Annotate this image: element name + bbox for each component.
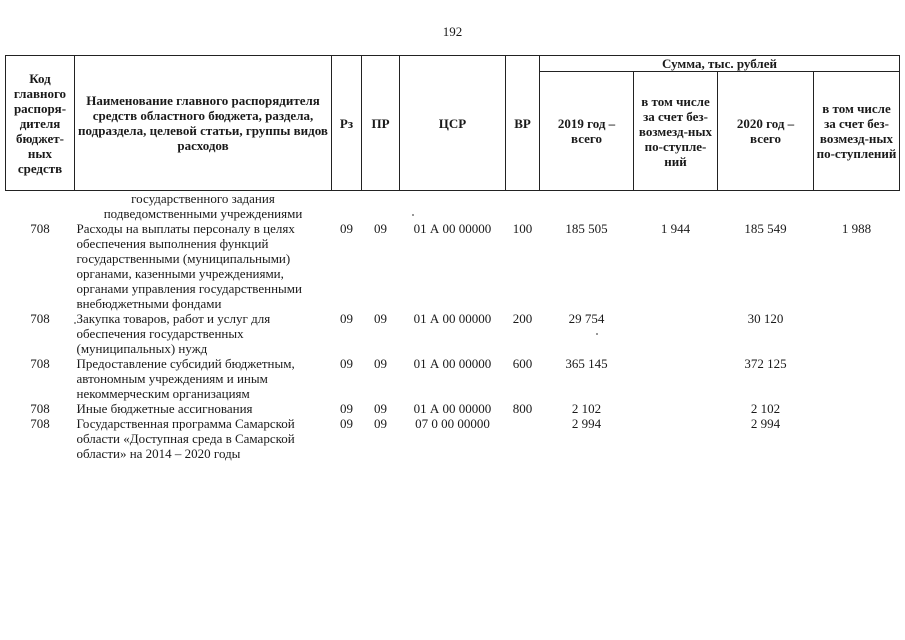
row-pr: 09 xyxy=(374,401,387,416)
table-row xyxy=(6,191,900,222)
row-vr: 100 xyxy=(512,221,533,236)
row-2019-free xyxy=(634,191,718,222)
row-2019-total: 2 102 xyxy=(571,401,602,416)
table-row xyxy=(6,401,900,416)
row-rz xyxy=(332,191,362,222)
row-2020-total: 2 102 xyxy=(750,401,781,416)
header-sum: Сумма, тыс. рублей xyxy=(540,56,900,72)
row-2019-free xyxy=(634,356,718,401)
header-name: Наименование главного распорядителя средств областного бюджета, раздела, подраздела, целевой статьи, группы видов расходов xyxy=(75,56,332,191)
row-name: Предоставление субсидий бюджетным, автономным учреждениям и иным некоммерческим организациям xyxy=(76,356,295,401)
row-pr: 09 xyxy=(374,416,387,431)
table-row xyxy=(6,356,900,401)
row-2020-total: 30 120 xyxy=(747,311,784,326)
row-rz: 09 xyxy=(340,356,353,371)
row-rz: 09 xyxy=(340,416,353,431)
row-code: 708 xyxy=(30,401,50,416)
row-csr: 01 А 00 00000 xyxy=(413,356,492,371)
row-2020-total: 185 549 xyxy=(744,221,787,236)
table-row xyxy=(6,311,900,356)
page-number: 192 xyxy=(442,24,463,39)
row-2019-total xyxy=(540,191,634,222)
row-2019-total: 365 145 xyxy=(565,356,608,371)
header-vr: ВР xyxy=(506,56,540,191)
row-code: 708 xyxy=(30,356,50,371)
table-row xyxy=(6,416,900,461)
row-name: государственного задания подведомственными учреждениями xyxy=(103,191,303,221)
row-2020-free xyxy=(814,416,900,461)
row-vr: 200 xyxy=(512,311,533,326)
row-2020-total: 2 994 xyxy=(750,416,781,431)
header-pr: ПР xyxy=(362,56,400,191)
row-2020-free xyxy=(814,401,900,416)
row-rz: 09 xyxy=(340,401,353,416)
row-csr: 01 А 00 00000 xyxy=(413,311,492,326)
row-code xyxy=(6,191,75,222)
scan-speck xyxy=(596,333,598,335)
row-code: 708 xyxy=(30,221,50,236)
row-2019-free xyxy=(634,311,718,356)
row-2020-total: 372 125 xyxy=(744,356,787,371)
row-pr: 09 xyxy=(374,356,387,371)
row-csr: 07 0 00 00000 xyxy=(415,416,490,431)
row-rz: 09 xyxy=(340,311,353,326)
row-name: Иные бюджетные ассигнования xyxy=(76,401,253,416)
row-2019-free xyxy=(634,401,718,416)
row-vr xyxy=(506,191,540,222)
row-vr: 600 xyxy=(512,356,533,371)
row-2020-free: 1 988 xyxy=(841,221,872,236)
row-2019-total: 185 505 xyxy=(565,221,608,236)
table-row xyxy=(6,221,900,311)
row-2019-free: 1 944 xyxy=(660,221,691,236)
row-name: Расходы на выплаты персоналу в целях обеспечения выполнения функций государственными (муниципальными) органами, казенными учреждениями, органами управления государственными внебюджетными фондами xyxy=(76,221,302,311)
row-2019-free xyxy=(634,416,718,461)
row-csr: 01 А 00 00000 xyxy=(413,221,492,236)
row-code: 708 xyxy=(30,416,50,431)
scan-speck xyxy=(412,214,414,216)
row-pr: 09 xyxy=(374,221,387,236)
budget-table xyxy=(5,55,900,461)
row-2020-total xyxy=(718,191,814,222)
row-name: Государственная программа Самарской области «Доступная среда в Самарской области» на 2014 – 2020 годы xyxy=(76,416,295,461)
row-pr: 09 xyxy=(374,311,387,326)
row-code: 708 xyxy=(30,311,50,326)
row-2020-free xyxy=(814,191,900,222)
header-rz: Рз xyxy=(332,56,362,191)
header-2020-total: 2020 год – всего xyxy=(718,72,814,191)
header-2020-free: в том числе за счет без-возмезд-ных по-ступлений xyxy=(814,72,900,191)
header-csr: ЦСР xyxy=(400,56,506,191)
table-body xyxy=(6,191,900,462)
header-code: Код главного распоря-дителя бюджет-ных средств xyxy=(6,56,75,191)
row-name: Закупка товаров, работ и услуг для обеспечения государственных (муниципальных) нужд xyxy=(76,311,271,356)
row-2019-total: 29 754 xyxy=(568,311,605,326)
header-2019-free: в том числе за счет без-возмезд-ных по-ступле-ний xyxy=(634,72,718,191)
row-2019-total: 2 994 xyxy=(571,416,602,431)
row-vr xyxy=(506,416,540,461)
row-vr: 800 xyxy=(512,401,533,416)
row-2020-free xyxy=(814,311,900,356)
row-csr xyxy=(400,191,506,222)
row-pr xyxy=(362,191,400,222)
row-rz: 09 xyxy=(340,221,353,236)
header-2019-total: 2019 год – всего xyxy=(540,72,634,191)
row-csr: 01 А 00 00000 xyxy=(413,401,492,416)
scan-speck xyxy=(74,322,76,324)
row-2020-free xyxy=(814,356,900,401)
